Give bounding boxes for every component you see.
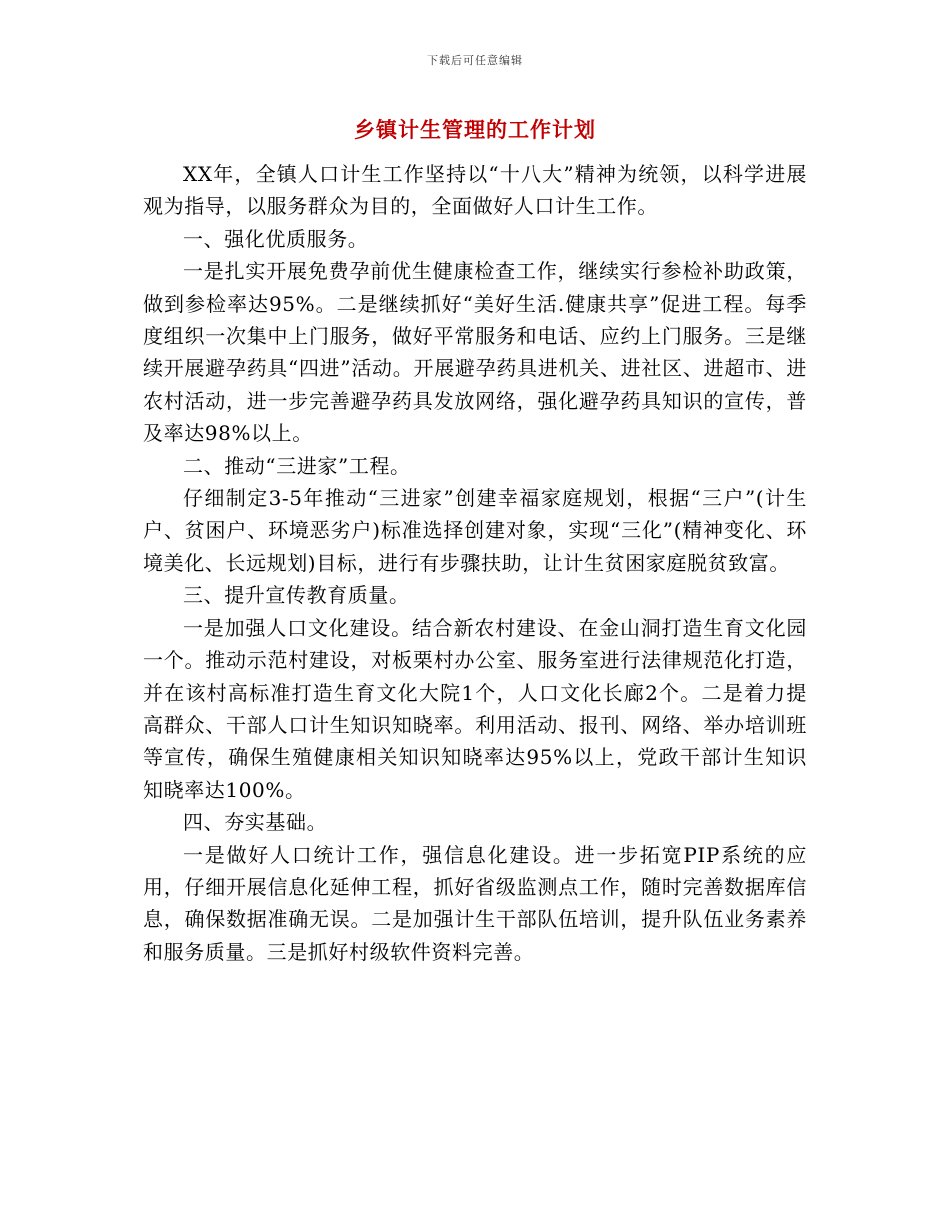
section-heading-3: 三、提升宣传教育质量。 [183,583,410,608]
intro-paragraph: XX年，全镇人口计生工作坚持以“十八大”精神为统领，以科学进展观为指导，以服务群众为目的，全面做好人口计生工作。 [143,162,807,219]
section-paragraph-2: 仔细制定3-5年推动“三进家”创建幸福家庭规划，根据“三户”(计生户、贫困户、环境恶劣户)标准选择创建对象，实现“三化”(精神变化、环境美化、长远规划)目标，进行有步骤扶助，让计生贫困家庭脱贫致富。 [143,486,807,575]
page-header-note: 下载后可任意编辑 [427,54,523,67]
section-paragraph-1: 一是扎实开展免费孕前优生健康检查工作，继续实行参检补助政策，做到参检率达95%。二是继续抓好“美好生活.健康共享”促进工程。每季度组织一次集中上门服务，做好平常服务和电话、应约上门服务。三是继续开展避孕药具“四进”活动。开展避孕药具进机关、进社区、进超市、进农村活动，进一步完善避孕药具发放网络，强化避孕药具知识的宣传，普及率达98%以上。 [143,259,807,446]
document-title: 乡镇计生管理的工作计划 [354,117,596,142]
section-heading-1: 一、强化优质服务。 [183,226,369,251]
section-paragraph-4: 一是做好人口统计工作，强信息化建设。进一步拓宽PIP系统的应用，仔细开展信息化延伸工程，抓好省级监测点工作，随时完善数据库信息，确保数据准确无误。二是加强计生干部队伍培训，提升队伍业务素养和服务质量。三是抓好村级软件资料完善。 [143,842,807,964]
section-heading-4: 四、夯实基础。 [183,810,328,835]
document-body [143,158,807,968]
section-heading-2: 二、推动“三进家”工程。 [183,453,411,478]
section-paragraph-3: 一是加强人口文化建设。结合新农村建设、在金山洞打造生育文化园一个。推动示范村建设，对板栗村办公室、服务室进行法律规范化打造，并在该村高标准打造生育文化大院1个，人口文化长廊2个。二是着力提高群众、干部人口计生知识知晓率。利用活动、报刊、网络、举办培训班等宣传，确保生殖健康相关知识知晓率达95%以上，党政干部计生知识知晓率达100%。 [143,615,807,802]
